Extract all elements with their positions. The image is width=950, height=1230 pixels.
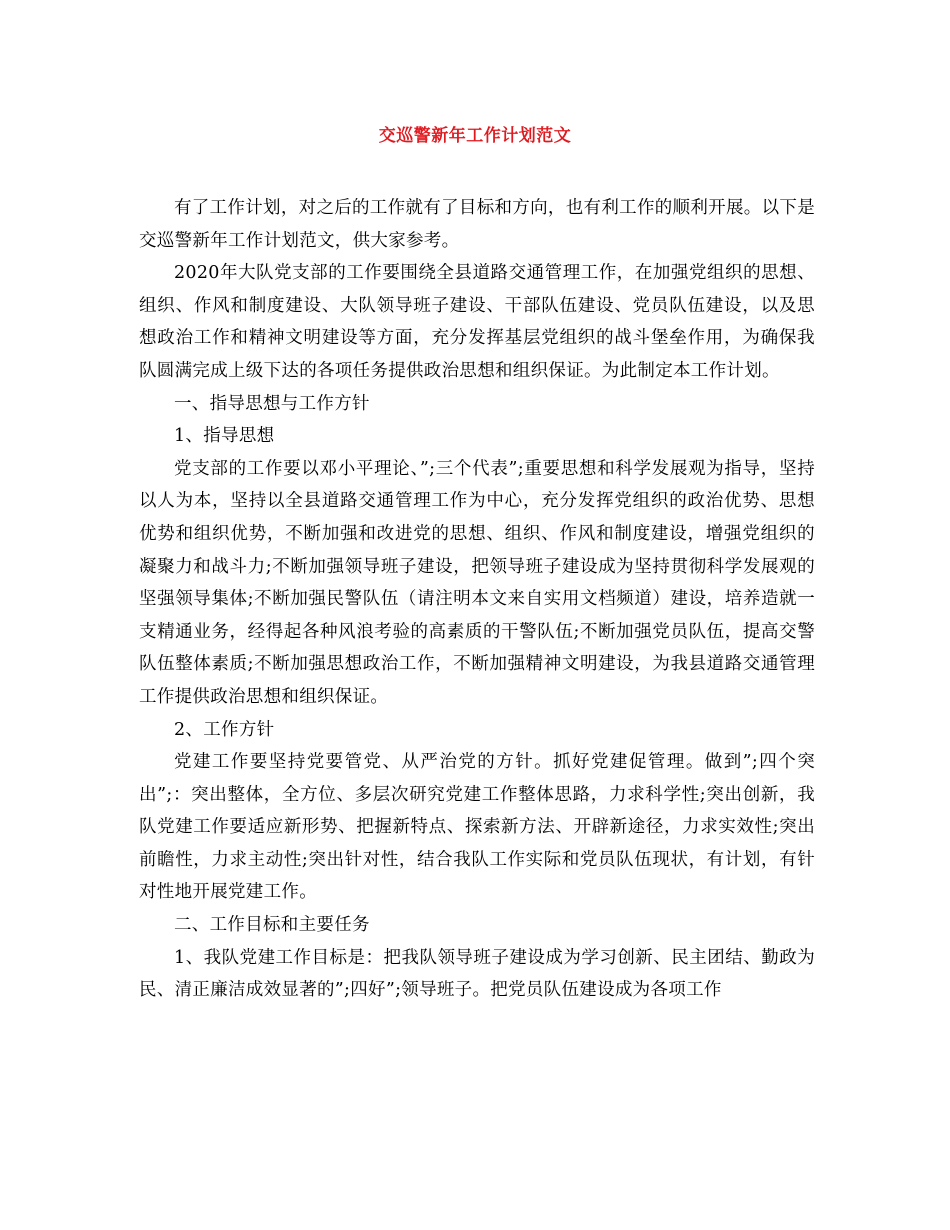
section-heading-guiding-principles: 一、指导思想与工作方针	[174, 393, 370, 414]
subheading-work-policy: 2、工作方针	[174, 719, 275, 740]
section-heading-goals-tasks: 二、工作目标和主要任务	[174, 915, 370, 936]
subheading-guiding-thought: 1、指导思想	[174, 426, 275, 447]
paragraph-intro: 有了工作计划，对之后的工作就有了目标和方向，也有利工作的顺利开展。以下是交巡警新年工作计划范文，供大家参考。	[139, 198, 815, 251]
paragraph-overview: 2020年大队党支部的工作要围绕全县道路交通管理工作，在加强党组织的思想、组织、作风和制度建设、大队领导班子建设、干部队伍建设、党员队伍建设，以及思想政治工作和精神文明建设等方面，充分发挥基层党组织的战斗堡垒作用，为确保我队圆满完成上级下达的各项任务提供政治思想和组织保证。为此制定本工作计划。	[139, 263, 815, 381]
document-body	[139, 192, 815, 1007]
document-title: 交巡警新年工作计划范文	[378, 126, 572, 146]
paragraph-work-policy: 党建工作要坚持党要管党、从严治党的方针。抓好党建促管理。做到”;四个突出”;：突出整体，全方位、多层次研究党建工作整体思路，力求科学性;突出创新，我队党建工作要适应新形势、把握新特点、探索新方法、开辟新途径，力求实效性;突出前瞻性，力求主动性;突出针对性，结合我队工作实际和党员队伍现状，有计划，有针对性地开展党建工作。	[139, 752, 815, 903]
paragraph-guiding-thought: 党支部的工作要以邓小平理论、”;三个代表”;重要思想和科学发展观为指导，坚持以人为本，坚持以全县道路交通管理工作为中心，充分发挥党组织的政治优势、思想优势和组织优势，不断加强和改进党的思想、组织、作风和制度建设，增强党组织的凝聚力和战斗力;不断加强领导班子建设，把领导班子建设成为坚持贯彻科学发展观的坚强领导集体;不断加强民警队伍（请注明本文来自实用文档频道）建设，培养造就一支精通业务，经得起各种风浪考验的高素质的干警队伍;不断加强党员队伍，提高交警队伍整体素质;不断加强思想政治工作，不断加强精神文明建设，为我县道路交通管理工作提供政治思想和组织保证。	[139, 458, 815, 707]
paragraph-goals: 1、我队党建工作目标是：把我队领导班子建设成为学习创新、民主团结、勤政为民、清正廉洁成效显著的”;四好”;领导班子。把党员队伍建设成为各项工作	[139, 947, 815, 1001]
